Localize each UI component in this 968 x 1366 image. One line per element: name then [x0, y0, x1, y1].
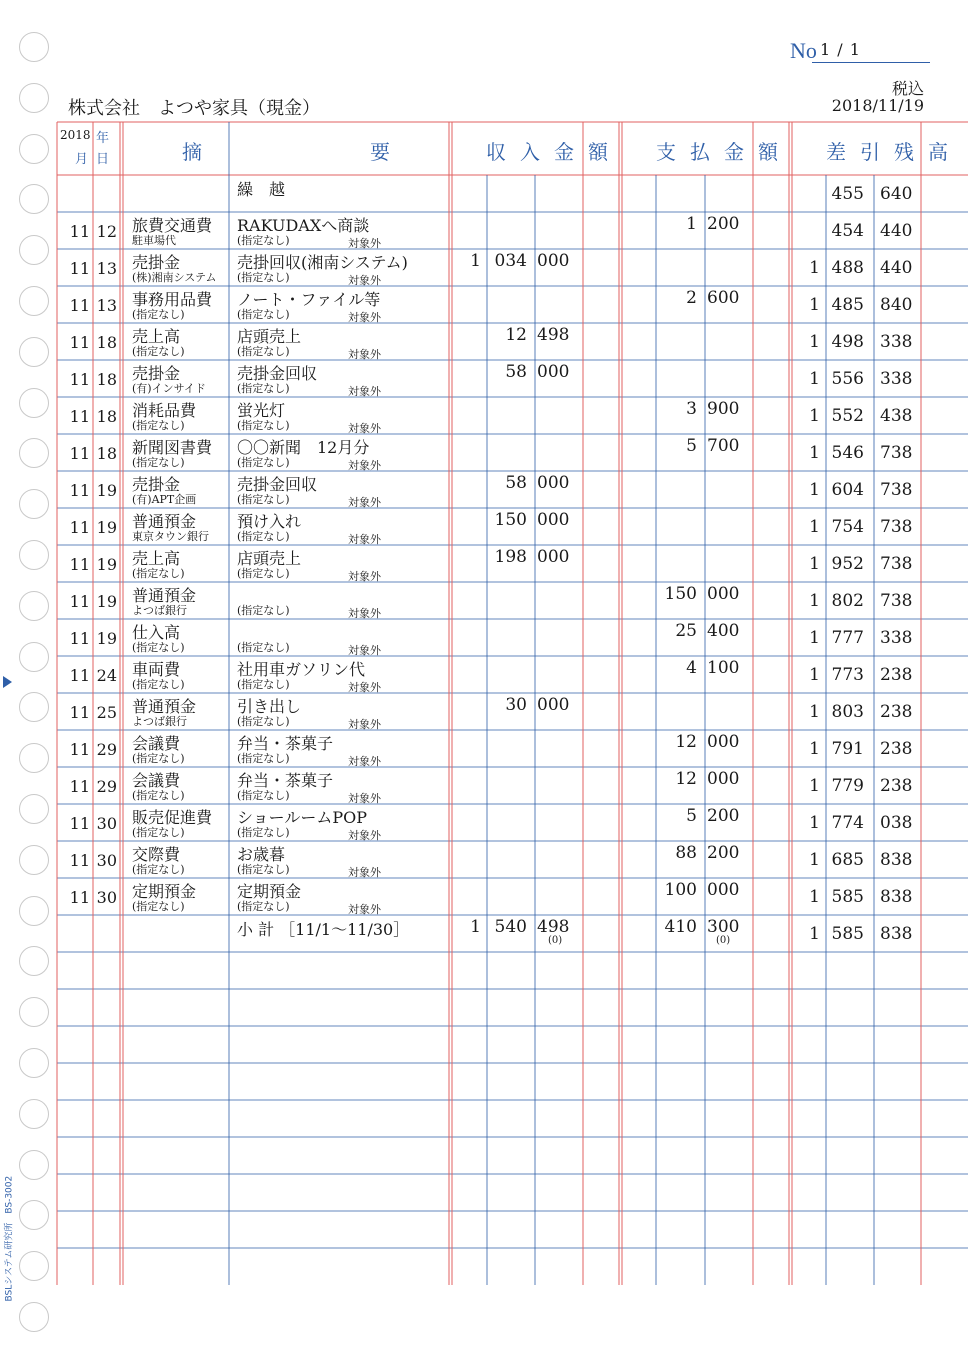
row-balance-1: 777: [831, 628, 864, 648]
row-tax-category: 対象外: [348, 533, 381, 546]
subtotal-income-0: 1: [470, 917, 481, 937]
row-description-sub: (指定なし): [237, 715, 290, 728]
row-sub-account: (指定なし): [132, 456, 185, 469]
row-description: 店頭売上: [237, 327, 302, 346]
row-description-sub: (指定なし): [237, 308, 290, 321]
header-day: 日: [96, 152, 110, 167]
row-payment-1: 5: [686, 436, 697, 456]
row-balance-2: 440: [880, 221, 913, 241]
row-description-sub: (指定なし): [237, 641, 290, 654]
row-day: 19: [96, 518, 117, 537]
row-month: 11: [69, 740, 90, 759]
row-description: ノート・ファイル等: [237, 290, 381, 309]
row-balance-2: 738: [880, 554, 913, 574]
row-description-sub: (指定なし): [237, 678, 290, 691]
row-balance-1: 552: [831, 406, 864, 426]
row-description-sub: (指定なし): [237, 456, 290, 469]
row-income-2: 000: [537, 547, 570, 567]
header-year-unit: 年: [96, 131, 110, 146]
row-tax-category: 対象外: [348, 681, 381, 694]
row-balance-1: 802: [831, 591, 864, 611]
row-month: 11: [69, 814, 90, 833]
row-month: 11: [69, 555, 90, 574]
row-tax-category: 対象外: [348, 792, 381, 805]
tax-mode: 税込: [891, 79, 924, 98]
row-payment-2: 200: [707, 214, 740, 234]
carry-forward-balance-1: 455: [831, 184, 864, 204]
page-number: 1 / 1: [820, 40, 861, 59]
row-income-1: 034: [494, 251, 527, 271]
row-month: 11: [69, 333, 90, 352]
row-account: 販売促進費: [132, 808, 213, 827]
row-description: 売掛金回収: [237, 475, 318, 494]
row-payment-1: 2: [686, 288, 697, 308]
row-payment-1: 3: [686, 399, 697, 419]
subtotal-payment-2: 300: [707, 917, 740, 937]
row-balance-1: 754: [831, 517, 864, 537]
row-balance-0: 1: [809, 517, 820, 537]
row-account: 売上高: [132, 549, 181, 568]
row-account: 新聞図書費: [132, 438, 213, 457]
row-payment-2: 000: [707, 732, 740, 752]
print-date: 2018/11/19: [831, 96, 924, 115]
row-day: 19: [96, 481, 117, 500]
row-balance-1: 488: [831, 258, 864, 278]
row-income-1: 12: [505, 325, 527, 345]
row-balance-0: 1: [809, 591, 820, 611]
row-balance-0: 1: [809, 332, 820, 352]
row-account: 会議費: [132, 734, 181, 753]
row-tax-category: 対象外: [348, 385, 381, 398]
subtotal-balance-0: 1: [809, 924, 820, 944]
row-account: 消耗品費: [132, 401, 197, 420]
row-account: 定期預金: [132, 882, 197, 901]
row-balance-0: 1: [809, 480, 820, 500]
row-sub-account: (指定なし): [132, 567, 185, 580]
row-tax-category: 対象外: [348, 607, 381, 620]
row-balance-0: 1: [809, 554, 820, 574]
row-month: 11: [69, 518, 90, 537]
row-day: 18: [96, 444, 117, 463]
row-income-2: 000: [537, 251, 570, 271]
row-income-2: 000: [537, 473, 570, 493]
row-day: 29: [96, 740, 117, 759]
row-balance-1: 604: [831, 480, 864, 500]
row-payment-2: 200: [707, 806, 740, 826]
row-balance-2: 838: [880, 850, 913, 870]
row-balance-2: 840: [880, 295, 913, 315]
subtotal-payment-1: 410: [664, 917, 697, 937]
row-description: 引き出し: [237, 697, 302, 716]
row-description: 弁当・茶菓子: [237, 734, 334, 753]
row-month: 11: [69, 444, 90, 463]
row-account: 売掛金: [132, 253, 181, 272]
carry-forward-label: 繰 越: [237, 180, 286, 199]
row-balance-0: 1: [809, 665, 820, 685]
row-sub-account: (指定なし): [132, 678, 185, 691]
row-income-2: 000: [537, 695, 570, 715]
row-balance-0: 1: [809, 295, 820, 315]
row-tax-category: 対象外: [348, 348, 381, 361]
row-balance-2: 738: [880, 517, 913, 537]
row-balance-2: 838: [880, 887, 913, 907]
row-payment-2: 600: [707, 288, 740, 308]
row-sub-account: よつば銀行: [132, 604, 187, 617]
row-balance-0: 1: [809, 628, 820, 648]
row-month: 11: [69, 888, 90, 907]
row-day: 18: [96, 407, 117, 426]
row-description-sub: (指定なし): [237, 419, 290, 432]
row-sub-account: (指定なし): [132, 863, 185, 876]
header-summary-left: 摘: [182, 140, 216, 164]
row-description-sub: (指定なし): [237, 900, 290, 913]
row-payment-1: 12: [675, 732, 697, 752]
subtotal-balance-2: 838: [880, 924, 913, 944]
row-balance-2: 738: [880, 443, 913, 463]
row-day: 30: [96, 851, 117, 870]
row-month: 11: [69, 296, 90, 315]
row-sub-account: 東京タウン銀行: [132, 530, 209, 543]
row-balance-2: 438: [880, 406, 913, 426]
row-sub-account: 駐車場代: [132, 234, 176, 247]
row-balance-2: 238: [880, 665, 913, 685]
row-balance-1: 546: [831, 443, 864, 463]
row-account: 会議費: [132, 771, 181, 790]
row-balance-2: 238: [880, 702, 913, 722]
row-day: 19: [96, 592, 117, 611]
row-balance-2: 038: [880, 813, 913, 833]
row-sub-account: (指定なし): [132, 419, 185, 432]
row-description: 社用車ガソリン代: [237, 660, 366, 679]
row-balance-2: 738: [880, 480, 913, 500]
row-payment-1: 88: [675, 843, 697, 863]
row-sub-account: よつば銀行: [132, 715, 187, 728]
row-balance-1: 774: [831, 813, 864, 833]
row-day: 30: [96, 888, 117, 907]
row-income-1: 30: [505, 695, 527, 715]
header-payment: 支払金額: [656, 140, 792, 164]
row-month: 11: [69, 629, 90, 648]
row-balance-1: 556: [831, 369, 864, 389]
row-tax-category: 対象外: [348, 903, 381, 916]
header-income: 収入金額: [486, 140, 622, 164]
row-payment-2: 000: [707, 769, 740, 789]
row-description-sub: (指定なし): [237, 567, 290, 580]
row-account: 旅費交通費: [132, 216, 213, 235]
row-payment-2: 100: [707, 658, 740, 678]
subtotal-payment-note: (0): [716, 935, 731, 946]
row-payment-1: 4: [686, 658, 697, 678]
row-balance-0: 1: [809, 850, 820, 870]
row-tax-category: 対象外: [348, 274, 381, 287]
row-income-1: 150: [494, 510, 527, 530]
row-income-0: 1: [470, 251, 481, 271]
row-income-1: 58: [505, 362, 527, 382]
row-income-2: 000: [537, 362, 570, 382]
row-sub-account: (有)インサイド: [132, 382, 206, 395]
row-payment-1: 1: [686, 214, 697, 234]
row-account: 売上高: [132, 327, 181, 346]
row-tax-category: 対象外: [348, 311, 381, 324]
row-account: 交際費: [132, 845, 181, 864]
row-balance-0: 1: [809, 369, 820, 389]
row-description: 〇〇新聞 12月分: [237, 438, 370, 457]
row-description-sub: (指定なし): [237, 234, 290, 247]
row-description-sub: (指定なし): [237, 752, 290, 765]
row-payment-1: 150: [664, 584, 697, 604]
row-tax-category: 対象外: [348, 829, 381, 842]
row-description-sub: (指定なし): [237, 604, 290, 617]
row-income-2: 498: [537, 325, 570, 345]
row-payment-1: 100: [664, 880, 697, 900]
row-account: 売掛金: [132, 475, 181, 494]
row-account: 仕入高: [132, 623, 181, 642]
row-description-sub: (指定なし): [237, 271, 290, 284]
carry-forward-balance-2: 640: [880, 184, 913, 204]
row-tax-category: 対象外: [348, 644, 381, 657]
row-month: 11: [69, 666, 90, 685]
row-balance-1: 585: [831, 887, 864, 907]
row-description: 売掛金回収: [237, 364, 318, 383]
row-balance-1: 779: [831, 776, 864, 796]
row-income-2: 000: [537, 510, 570, 530]
row-payment-2: 900: [707, 399, 740, 419]
row-account: 事務用品費: [132, 290, 213, 309]
row-month: 11: [69, 481, 90, 500]
subtotal-income-note: (0): [548, 935, 563, 946]
header-month: 月: [75, 152, 89, 167]
row-balance-2: 338: [880, 369, 913, 389]
row-day: 19: [96, 629, 117, 648]
row-description: 定期預金: [237, 882, 302, 901]
subtotal-balance-1: 585: [831, 924, 864, 944]
row-payment-1: 5: [686, 806, 697, 826]
header-year: 2018: [60, 128, 91, 142]
row-balance-2: 338: [880, 628, 913, 648]
row-description: 店頭売上: [237, 549, 302, 568]
row-balance-1: 454: [831, 221, 864, 241]
row-balance-2: 338: [880, 332, 913, 352]
row-description: RAKUDAXへ商談: [237, 216, 370, 235]
row-tax-category: 対象外: [348, 755, 381, 768]
row-description-sub: (指定なし): [237, 826, 290, 839]
row-description: お歳暮: [237, 845, 286, 864]
row-sub-account: (指定なし): [132, 641, 185, 654]
row-balance-2: 738: [880, 591, 913, 611]
row-balance-0: 1: [809, 406, 820, 426]
row-description-sub: (指定なし): [237, 863, 290, 876]
row-day: 13: [96, 259, 117, 278]
row-description-sub: (指定なし): [237, 345, 290, 358]
row-tax-category: 対象外: [348, 718, 381, 731]
row-balance-1: 685: [831, 850, 864, 870]
row-balance-0: 1: [809, 702, 820, 722]
row-month: 11: [69, 703, 90, 722]
row-payment-2: 000: [707, 584, 740, 604]
row-balance-1: 791: [831, 739, 864, 759]
row-payment-2: 700: [707, 436, 740, 456]
row-balance-0: 1: [809, 813, 820, 833]
row-sub-account: (指定なし): [132, 345, 185, 358]
row-balance-0: 1: [809, 443, 820, 463]
row-month: 11: [69, 222, 90, 241]
row-day: 30: [96, 814, 117, 833]
row-account: 売掛金: [132, 364, 181, 383]
row-description-sub: (指定なし): [237, 789, 290, 802]
row-tax-category: 対象外: [348, 237, 381, 250]
row-day: 24: [96, 666, 117, 685]
row-payment-2: 200: [707, 843, 740, 863]
row-payment-2: 000: [707, 880, 740, 900]
row-income-1: 198: [494, 547, 527, 567]
row-description: 弁当・茶菓子: [237, 771, 334, 790]
row-description-sub: (指定なし): [237, 530, 290, 543]
row-description: 売掛回収(湘南システム): [237, 253, 408, 272]
row-sub-account: (指定なし): [132, 308, 185, 321]
row-sub-account: (指定なし): [132, 900, 185, 913]
row-month: 11: [69, 370, 90, 389]
subtotal-label: 小 計 ［11/1〜11/30］: [237, 920, 410, 939]
row-payment-2: 400: [707, 621, 740, 641]
row-income-1: 58: [505, 473, 527, 493]
row-payment-1: 12: [675, 769, 697, 789]
row-tax-category: 対象外: [348, 866, 381, 879]
row-sub-account: (有)APT企画: [132, 493, 197, 506]
row-description: 預け入れ: [237, 512, 302, 531]
subtotal-income-1: 540: [494, 917, 527, 937]
row-account: 普通預金: [132, 586, 197, 605]
row-balance-1: 498: [831, 332, 864, 352]
row-tax-category: 対象外: [348, 422, 381, 435]
row-tax-category: 対象外: [348, 570, 381, 583]
row-balance-0: 1: [809, 739, 820, 759]
row-balance-1: 803: [831, 702, 864, 722]
company-name: 株式会社 よつや家具（現金）: [68, 98, 320, 119]
row-day: 25: [96, 703, 117, 722]
row-sub-account: (指定なし): [132, 789, 185, 802]
row-sub-account: (指定なし): [132, 826, 185, 839]
row-month: 11: [69, 407, 90, 426]
row-day: 13: [96, 296, 117, 315]
row-balance-1: 952: [831, 554, 864, 574]
publisher-label: BSLシステム研究所 BS-3002: [4, 1175, 15, 1302]
row-tax-category: 対象外: [348, 496, 381, 509]
row-balance-0: 1: [809, 887, 820, 907]
row-balance-0: 1: [809, 258, 820, 278]
row-month: 11: [69, 592, 90, 611]
row-description-sub: (指定なし): [237, 382, 290, 395]
row-balance-2: 238: [880, 776, 913, 796]
header-summary-right: 要: [370, 140, 404, 164]
row-day: 18: [96, 370, 117, 389]
row-day: 18: [96, 333, 117, 352]
row-account: 普通預金: [132, 697, 197, 716]
row-month: 11: [69, 777, 90, 796]
row-balance-2: 238: [880, 739, 913, 759]
row-sub-account: (株)湘南システム: [132, 271, 217, 284]
row-description: ショールームPOP: [237, 808, 368, 827]
subtotal-income-2: 498: [537, 917, 570, 937]
row-tax-category: 対象外: [348, 459, 381, 472]
row-description: 蛍光灯: [237, 401, 286, 420]
row-payment-1: 25: [675, 621, 697, 641]
row-month: 11: [69, 851, 90, 870]
row-balance-1: 773: [831, 665, 864, 685]
row-day: 12: [96, 222, 117, 241]
row-balance-1: 485: [831, 295, 864, 315]
row-account: 車両費: [132, 660, 181, 679]
row-balance-2: 440: [880, 258, 913, 278]
row-month: 11: [69, 259, 90, 278]
row-account: 普通預金: [132, 512, 197, 531]
row-day: 29: [96, 777, 117, 796]
page-number-label: No: [790, 38, 817, 63]
row-sub-account: (指定なし): [132, 752, 185, 765]
row-description-sub: (指定なし): [237, 493, 290, 506]
header-balance: 差引残高: [826, 140, 962, 164]
row-day: 19: [96, 555, 117, 574]
row-balance-0: 1: [809, 776, 820, 796]
